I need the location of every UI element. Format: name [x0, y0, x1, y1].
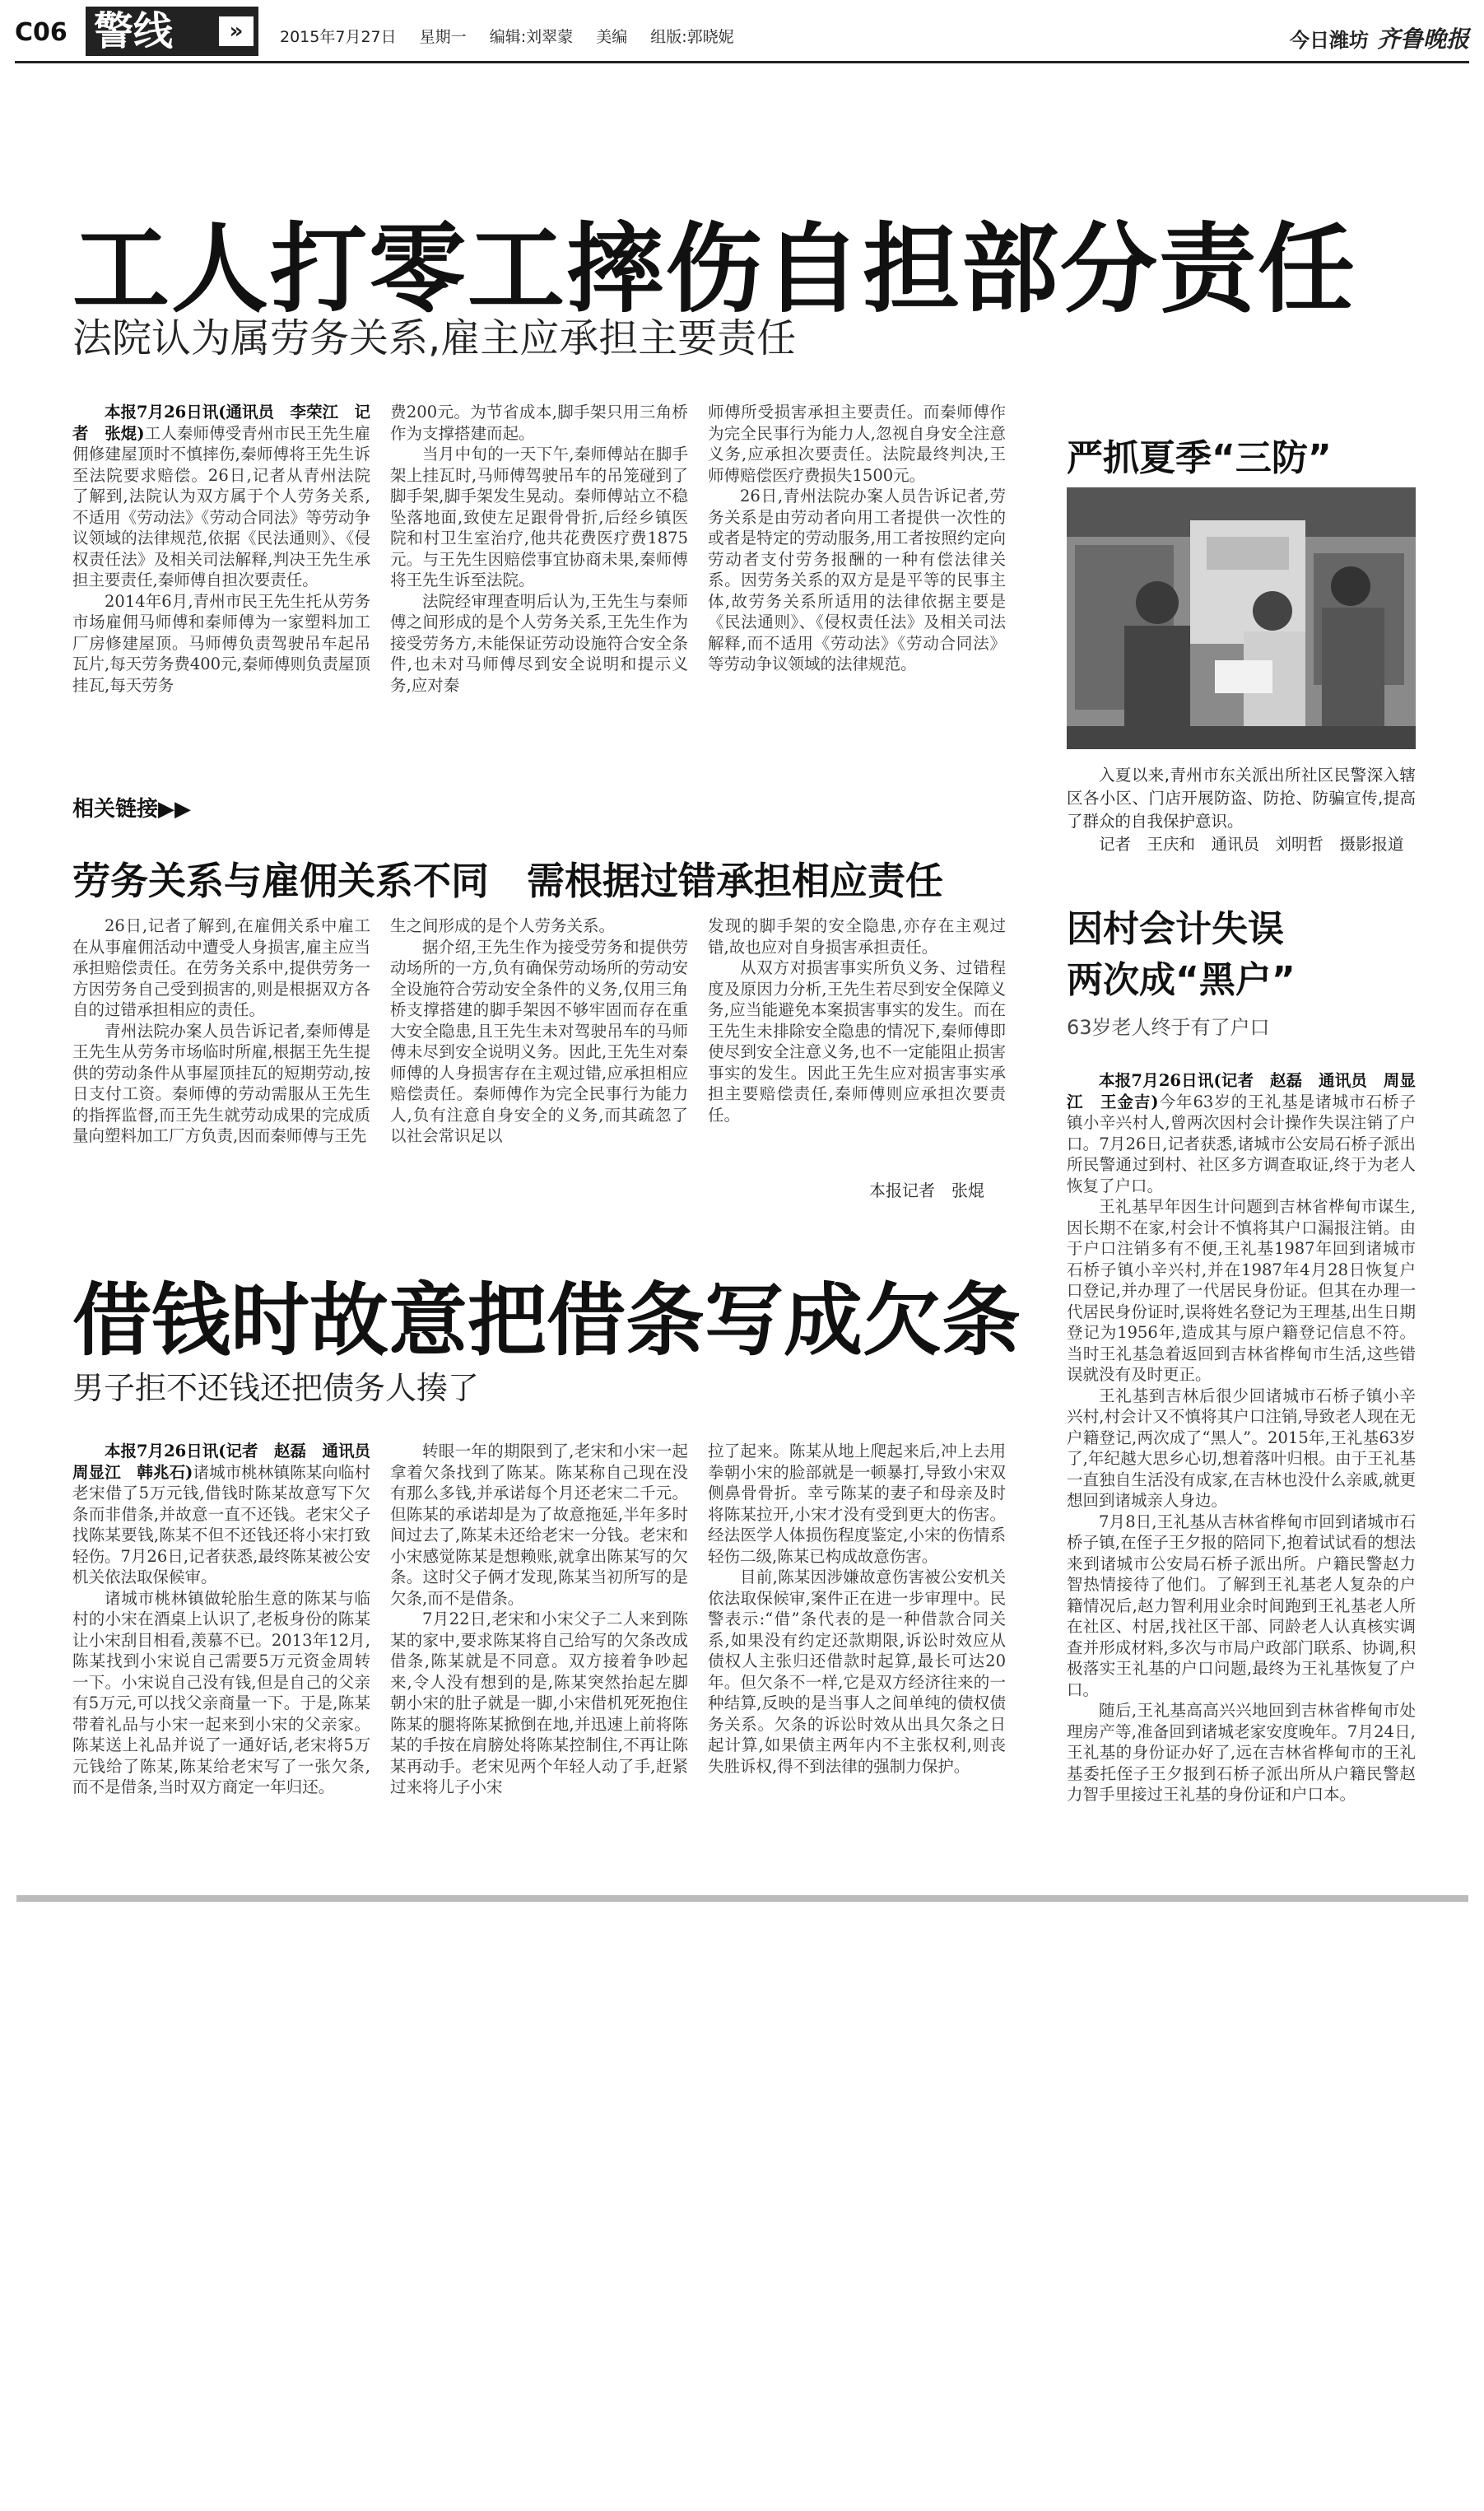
masthead-right — [1290, 21, 1469, 54]
story1-paragraph: 法院经审理查明后认为,王先生与秦师傅之间形成的是个人劳务关系,王先生作为接受劳务方,未能保证劳动设施符合安全条件,也未对马师傅尽到安全说明和提示义务,应对秦 — [390, 591, 688, 695]
bottom-divider — [16, 1895, 1468, 1902]
related-byline: 本报记者 张焜 — [869, 1181, 984, 1200]
designer: 美编 — [596, 28, 628, 46]
related-paragraph: 从双方对损害事实所负义务、过错程度及原因力分析,王先生若尽到安全保障义务,应当能避免本案损害事实的发生。而在王先生未排除安全隐患的情况下,秦师傅即使尽到安全注意义务,也不一定能阻止损害事实的发生。因此王先生应对损害事实承担主要赔偿责任,秦师傅则应承担次要责任。 — [708, 958, 1006, 1125]
related-paragraph: 26日,记者了解到,在雇佣关系中雇工在从事雇佣活动中遭受人身损害,雇主应当承担赔偿责任。在劳务关系中,提供劳务一方因劳务自己受到损害的,则是根据双方各自的过错承担相应的责任。 — [72, 916, 370, 1019]
sidebar-paragraph: 7月8日,王礼基从吉林省桦甸市回到诸城市石桥子镇,在侄子王夕报的陪同下,抱着试试看的想法来到诸城市公安局石桥子派出所。户籍民警赵力智热情接待了他们。了解到王礼基老人复杂的户籍情况后,赵力智利用业余时间跑到王礼基老人所在社区、村居,找社区干部、同龄老人认真核实调查并形成材料,多次与市局户政部门联系、协调,积极落实王礼基的户口问题,最终为王礼基恢复了户口。 — [1067, 1512, 1416, 1699]
section-arrow-icon: » — [219, 16, 254, 46]
story2-paragraph: 7月22日,老宋和小宋父子二人来到陈某的家中,要求陈某将自己给写的欠条改成借条,陈某就是不同意。双方接着争吵起来,令人没有想到的是,陈某突然抬起左脚朝小宋的肚子就是一脚,小宋借机死死抱住陈某的腿将陈某掀倒在地,并迅速上前将陈某的手按在肩膀处将陈某控制住,不再让陈某再动手。老宋见两个年轻人动了手,赶紧过来将儿子小宋 — [390, 1610, 688, 1796]
story2-paragraph: 拉了起来。陈某从地上爬起来后,冲上去用拳朝小宋的脸部就是一顿暴打,导致小宋双侧鼻骨骨折。幸亏陈某的妻子和母亲及时将陈某拉开,小宋才没有受到更大的伤害。经法医学人体损伤程度鉴定,小宋的伤情系轻伤二级,陈某已构成故意伤害。 — [708, 1442, 1006, 1566]
sidebar-paragraph: 王礼基早年因生计问题到吉林省桦甸市谋生,因长期不在家,村会计不慎将其户口漏报注销。由于户口注销多有不便,王礼基1987年回到诸城市石桥子镇小辛兴村,并在1987年4月28日恢复户口登记,并办理了一代居民身份证。但其在办理一代居民身份证时,误将姓名登记为王理基,出生日期登记为1956年,造成其与原户籍登记信息不符。当时王礼基急着返回到吉林省桦甸市生活,这些错误就没有及时更正。 — [1067, 1197, 1416, 1384]
sidebar-headline-a: 严抓夏季“三防” — [1067, 437, 1332, 479]
related-headline: 劳务关系与雇佣关系不同 需根据过错承担相应责任 — [72, 859, 943, 903]
related-paragraph: 据介绍,王先生作为接受劳务和提供劳动场所的一方,负有确保劳动场所的劳动安全设施符合劳动安全条件的义务,仅用三角桥支撑搭建的脚手架因不够牢固而存在重大安全隐患,且王先生未对驾驶吊车的马师傅未尽到安全说明义务。因此,王先生对秦师傅的人身损害存在主观过错,应承担相应赔偿责任。秦师傅作为完全民事行为能力人,负有注意自身安全的义务,而其疏忽了以社会常识足以 — [390, 937, 688, 1145]
main-headline: 工人打零工摔伤自担部分责任 — [72, 212, 1357, 326]
story1-paragraph: 费200元。为节省成本,脚手架只用三角桥作为支撑搭建而起。 — [390, 403, 688, 443]
sidebar-subheadline-b: 63岁老人终于有了户口 — [1067, 1016, 1270, 1039]
sidebar-headline-b-line2: 两次成“黑户” — [1067, 959, 1296, 1001]
story2-paragraph: 目前,陈某因涉嫌故意伤害被公安机关依法取保候审,案件正在进一步审理中。民警表示:“借”条代表的是一种借款合同关系,如果没有约定还款期限,诉讼时效应从债权人主张归还借款时起算,最长可达20年。但欠条不一样,它是双方经济往来的一种结算,反映的是当事人之间单纯的债权债务关系。欠条的诉讼时效从出具欠条之日起计算,如果债主两年内不主张权利,则丧失胜诉权,得不到法律的强制力保护。 — [708, 1568, 1006, 1776]
story1-column-1 — [72, 402, 370, 696]
story2-column-3 — [708, 1441, 1006, 1777]
sidebar-paragraph: 王礼基到吉林后很少回诸城市石桥子镇小辛兴村,村会计又不慎将其户口注销,导致老人现在无户籍登记,两次成了“黑人”。2015年,王礼基63岁了,年纪越大思乡心切,想着落叶归根。由于王礼基一直独自生活没有成家,在吉林也没什么亲戚,就更想回到诸城亲人身边。 — [1067, 1386, 1416, 1510]
story2-subheadline: 男子拒不还钱还把债务人揍了 — [72, 1370, 480, 1406]
related-column-2 — [390, 915, 688, 1147]
editor: 编辑:刘翠蒙 — [489, 28, 574, 46]
sidebar-paragraph: 随后,王礼基高高兴兴地回到吉林省桦甸市处理房产等,准备回到诸城老家安度晚年。7月24日,王礼基的身份证办好了,远在吉林省桦甸市的王礼基委托侄子王夕报到石桥子派出所从户籍民警赵力智手里接过王礼基的身份证和户口本。 — [1067, 1701, 1416, 1804]
related-paragraph: 发现的脚手架的安全隐患,亦存在主观过错,故也应对自身损害承担责任。 — [708, 916, 1006, 957]
related-column-1 — [72, 915, 370, 1147]
sidebar-photo — [1067, 487, 1416, 749]
story1-paragraph: 师傅所受损害承担主要责任。而秦师傅作为完全民事行为能力人,忽视自身安全注意义务,应承担次要责任。法院最终判决,王师傅赔偿医疗费损失1500元。 — [708, 403, 1006, 485]
story2-dateline: 本报7月26日讯(记者 赵磊 通讯员 周显江 韩兆石) — [72, 1442, 387, 1482]
sidebar-headline-b — [1067, 904, 1296, 1006]
related-paragraph: 生之间形成的是个人劳务关系。 — [390, 916, 616, 935]
story1-paragraph: 26日,青州法院办案人员告诉记者,劳务关系是由劳动者向用工者提供一次性的或者是特定的劳动服务,用工者按照约定向劳动者支付劳务报酬的一种有偿法律关系。因劳务关系的双方是是平等的民事主体,故劳务关系所适用的法律依据主要是《民法通则》、《侵权责任法》及相关司法解释,而不适用《劳动法》《劳动合同法》等劳动争议领域的法律规范。 — [708, 487, 1006, 673]
story1-column-2 — [390, 402, 688, 696]
newspaper-logo: 齐鲁晚报 — [1376, 26, 1469, 53]
police-photo-illustration — [1067, 487, 1416, 749]
main-subheadline: 法院认为属劳务关系,雇主应承担主要责任 — [72, 315, 797, 361]
story2-paragraph: 转眼一年的期限到了,老宋和小宋一起拿着欠条找到了陈某。陈某称自己现在没有那么多钱,并承诺每个月还老宋二千元。但陈某的承诺却是为了故意拖延,半年多时间过去了,陈某未还给老宋一分钱。老宋和小宋感觉陈某是想赖账,就拿出陈某写的欠条。这时父子俩才发现,陈某当初所写的是欠条,而不是借条。 — [390, 1442, 688, 1608]
story1-paragraph: 当月中旬的一天下午,秦师傅站在脚手架上挂瓦时,马师傅驾驶吊车的吊笼碰到了脚手架,脚手架发生晃动。秦师傅站立不稳坠落地面,致使左足跟骨骨折,后经乡镇医院和村卫生室治疗,他共花费医疗费1875元。与王先生因赔偿事宜协商未果,秦师傅将王先生诉至法院。 — [390, 445, 688, 589]
photo-caption — [1067, 764, 1416, 856]
related-column-3 — [708, 915, 1006, 1125]
issue-date: 2015年7月27日 — [280, 28, 397, 46]
story2-column-2 — [390, 1441, 688, 1798]
story2-column-1 — [72, 1441, 387, 1798]
story1-dateline: 本报7月26日讯(通讯员 李荣江 记者 张焜) — [72, 403, 370, 443]
sidebar-paragraph: 今年63岁的王礼基是诸城市石桥子镇小辛兴村人,曾两次因村会计操作失误注销了户口。7月26日,记者获悉,诸城市公安局石桥子派出所民警通过到村、社区多方调查取证,终于为老人恢复了户口。 — [1067, 1092, 1416, 1195]
related-paragraph: 青州法院办案人员告诉记者,秦师傅是王先生从劳务市场临时所雇,根据王先生提供的劳动条件从事屋顶挂瓦的短期劳动,按日支付工资。秦师傅的劳动需服从王先生的指挥监督,而王先生就劳动成果的完成质量向塑料加工厂方负责,因而秦师傅与王先 — [72, 1021, 370, 1145]
story1-paragraph: 2014年6月,青州市民王先生托从劳务市场雇佣马师傅和秦师傅为一家塑料加工厂房修建屋顶。马师傅负责驾驶吊车起吊瓦片,每天劳务费400元,秦师傅则负责屋顶挂瓦,每天劳务 — [72, 591, 370, 695]
sidebar-headline-b-line1: 因村会计失误 — [1067, 908, 1284, 950]
header-divider — [15, 61, 1469, 63]
layout-editor: 组版:郭晓妮 — [650, 28, 734, 46]
region-label: 今日潍坊 — [1289, 29, 1369, 52]
story2-headline: 借钱时故意把借条写成欠条 — [72, 1274, 1021, 1367]
photo-credit: 记者 王庆和 通讯员 刘明哲 摄影报道 — [1099, 835, 1404, 854]
story1-paragraph: 工人秦师傅受青州市民王先生雇佣修建屋顶时不慎摔伤,秦师傅将王先生诉至法院要求赔偿。26日,记者从青州法院了解到,法院认为双方属于个人劳务关系,不适用《劳动法》《劳动合同法》等劳动争议领域的法律规范,依据《民法通则》、《侵权责任法》及相关司法解释,判决王先生承担主要责任,秦师傅自担次要责任。 — [72, 423, 370, 589]
section-title: 警线 — [94, 8, 174, 54]
caption-text: 入夏以来,青州市东关派出所社区民警深入辖区各小区、门店开展防盗、防抢、防骗宣传,提高了群众的自我保护意识。 — [1067, 766, 1416, 831]
story2-paragraph: 诸城市桃林镇做轮胎生意的陈某与临村的小宋在酒桌上认识了,老板身份的陈某让小宋刮目相看,羡慕不已。2013年12月,陈某找到小宋说自己需要5万元资金周转一下。小宋说自己没有钱,但是自己的父亲有5万元,可以找父亲商量一下。于是,陈某带着礼品与小宋一起来到小宋的父亲家。陈某送上礼品并说了一通好话,老宋将5万元钱给了陈某,陈某给老宋写了一张欠条,而不是借条,当时双方商定一年归还。 — [72, 1588, 370, 1796]
related-link-label: 相关链接▶▶ — [72, 797, 191, 822]
page-header — [0, 0, 1484, 66]
page-number: C06 — [15, 18, 67, 47]
story1-column-3 — [708, 402, 1006, 675]
issue-weekday: 星期一 — [419, 28, 467, 46]
story2-paragraph: 诸城市桃林镇陈某向临村老宋借了5万元钱,借钱时陈某故意写下欠条而非借条,并故意一直不还钱。老宋父子找陈某要钱,陈某不但不还钱还将小宋打致轻伤。7月26日,记者获悉,最终陈某被公安机关依法取保候审。 — [72, 1462, 370, 1586]
section-label — [86, 7, 258, 56]
issue-meta — [280, 25, 752, 47]
sidebar-story-b-body — [1067, 1070, 1416, 1805]
sidebar-dateline: 本报7月26日讯(记者 赵磊 通讯员 周显江 王金吉) — [1067, 1071, 1416, 1111]
